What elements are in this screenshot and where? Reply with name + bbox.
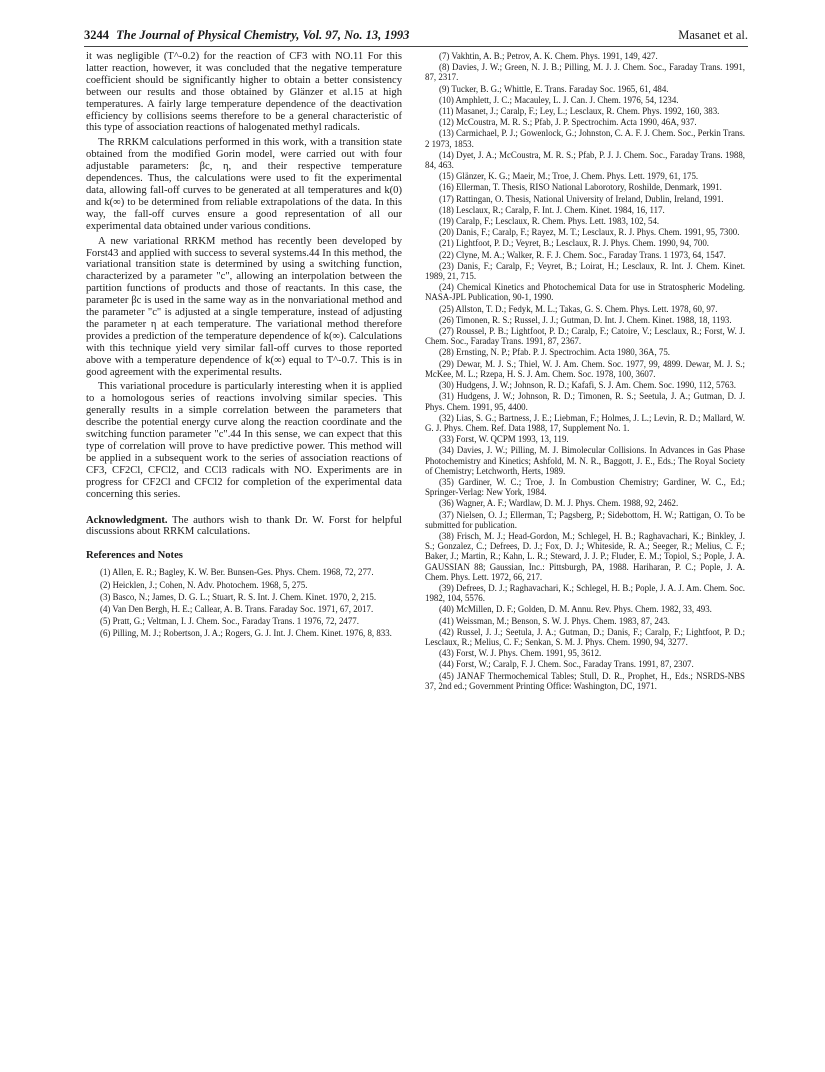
reference-item: (31) Hudgens, J. W.; Johnson, R. D.; Timonen, R. S.; Seetula, J. A.; Gutman, D. J. Phys. Chem. 1991, 95, 4400.	[425, 391, 745, 412]
reference-item: (2) Heicklen, J.; Cohen, N. Adv. Photochem. 1968, 5, 275.	[100, 579, 308, 590]
header-rule	[84, 46, 748, 47]
page-header	[84, 28, 748, 44]
reference-item: (6) Pilling, M. J.; Robertson, J. A.; Rogers, G. J. Int. J. Chem. Kinet. 1976, 8, 833.	[100, 628, 392, 639]
reference-item: (13) Carmichael, P. J.; Gowenlock, G.; Johnston, C. A. F. J. Chem. Soc., Perkin Trans. 2 1973, 1853.	[425, 128, 745, 149]
reference-item: (24) Chemical Kinetics and Photochemical Data for use in Stratospheric Modeling. NASA-JPL Publication, 90-1, 1990.	[425, 282, 745, 303]
reference-item: (25) Allston, T. D.; Fedyk, M. L.; Takas, G. S. Chem. Phys. Lett. 1978, 60, 97.	[439, 303, 718, 314]
reference-item: (33) Forst, W. QCPM 1993, 13, 119.	[439, 434, 569, 445]
reference-item: (37) Nielsen, O. J.; Ellerman, T.; Pagsberg, P.; Sidebottom, H. W.; Rattigan, O. To be submitted for publication.	[425, 509, 745, 530]
reference-item: (11) Masanet, J.; Caralp, F.; Ley, L.; Lesclaux, R. Chem. Phys. 1992, 160, 383.	[439, 106, 720, 117]
journal-citation: The Journal of Physical Chemistry, Vol. 97, No. 13, 1993	[116, 28, 410, 42]
left-column	[86, 51, 402, 641]
reference-item: (9) Tucker, B. G.; Whittle, E. Trans. Faraday Soc. 1965, 61, 484.	[439, 83, 669, 94]
reference-item: (7) Vakhtin, A. B.; Petrov, A. K. Chem. Phys. 1991, 149, 427.	[439, 51, 658, 61]
running-head: Masanet et al.	[678, 28, 748, 42]
body-paragraph: A new variational RRKM method has recently been developed by Forst43 and applied with success to several systems.44 In this method, the variational transition state is determined by using a switching function, characterized by a parameter "c", allowing an interpolation between the partition functions of products and those of reactants. In this case, the parameter βc is used in the same way as in the nonvariational method and the parameter "c" is adjusted at a single temperature, instead of adjusting the parameter η at each temperature. The variational method therefore provides a prediction of the temperature dependence of k(∞). Calculations with this technique yield very similar fall-off curves to those reported above with a temperature dependence of k(∞) equal to T^-0.7. This is in good agreement with the experimental results.	[86, 235, 402, 378]
reference-item: (44) Forst, W.; Caralp, F. J. Chem. Soc., Faraday Trans. 1991, 87, 2307.	[439, 659, 694, 670]
reference-item: (22) Clyne, M. A.; Walker, R. F. J. Chem. Soc., Faraday Trans. 1 1973, 64, 1547.	[439, 249, 726, 260]
reference-item: (16) Ellerman, T. Thesis, RISO National Laborotory, Roshilde, Denmark, 1991.	[439, 182, 722, 193]
reference-item: (39) Defrees, D. J.; Raghavachari, K.; Schlegel, H. B.; Pople, J. A. J. Am. Chem. Soc. 1982, 104, 5576.	[425, 582, 745, 604]
body-paragraph: it was negligible (T^-0.2) for the reaction of CF3 with NO.11 For this latter reaction, however, it was concluded that the negative temperature coefficient should be significantly higher to obtain a better consistency between our results and those obtained by Glänzer et al.15 at high temperatures. A fairly large temperature dependence of the deactivation efficiency by collisions seems therefore to be a general characteristic of this type of association reactions of halogenated methyl radicals.	[86, 51, 402, 134]
reference-item: (4) Van Den Bergh, H. E.; Callear, A. B. Trans. Faraday Soc. 1971, 67, 2017.	[100, 603, 374, 614]
reference-item: (35) Gardiner, W. C.; Troe, J. In Combustion Chemistry; Gardiner, W. C., Ed.; Springer-Verlag: New York, 1984.	[425, 476, 745, 498]
reference-item: (20) Danis, F.; Caralp, F.; Rayez, M. T.; Lesclaux, R. J. Phys. Chem. 1991, 95, 7300.	[439, 227, 740, 238]
reference-item: (12) McCoustra, M. R. S.; Pfab, J. P. Spectrochim. Acta 1990, 46A, 937.	[439, 117, 697, 128]
reference-item: (8) Davies, J. W.; Green, N. J. B.; Pilling, M. J. J. Chem. Soc., Faraday Trans. 1991, 87, 2317.	[425, 62, 745, 83]
body-paragraph: The RRKM calculations performed in this work, with a transition state obtained from the modified Gorin model, were carried out with four adjustable parameters: βc, η, and their respective temperature dependences. Thus, the calculations were used to fit the experimental data, allowing fall-off curves to be generated at all temperatures and k(0) and k(∞) to be determined from reliable extrapolations of the data. In this way, the fall-off curves ensure a good representation of all our experimental data obtained under various conditions.	[86, 137, 402, 232]
reference-item: (43) Forst, W. J. Phys. Chem. 1991, 95, 3612.	[439, 648, 602, 659]
reference-item: (18) Lesclaux, R.; Caralp, F. Int. J. Chem. Kinet. 1984, 16, 117.	[439, 204, 665, 215]
page-number: 3244	[84, 28, 109, 42]
reference-item: (10) Amphlett, J. C.; Macauley, L. J. Can. J. Chem. 1976, 54, 1234.	[439, 94, 679, 105]
reference-item: (14) Dyet, J. A.; McCoustra, M. R. S.; Pfab, P. J. J. Chem. Soc., Faraday Trans. 1988, 84, 463.	[425, 149, 745, 171]
reference-item: (45) JANAF Thermochemical Tables; Stull, D. R., Prophet, H., Eds.; NSRDS-NBS 37, 2nd ed.; Government Printing Office: Washington, DC, 1971.	[425, 670, 745, 691]
reference-item: (23) Danis, F.; Caralp, F.; Veyret, B.; Loirat, H.; Lesclaux, R. Int. J. Chem. Kinet. 1989, 21, 715.	[425, 260, 745, 282]
reference-item: (36) Wagner, A. F.; Wardlaw, D. M. J. Phys. Chem. 1988, 92, 2462.	[439, 498, 679, 509]
reference-item: (5) Pratt, G.; Veltman, I. J. Chem. Soc., Faraday Trans. 1 1976, 72, 2477.	[100, 616, 359, 627]
reference-item: (29) Dewar, M. J. S.; Thiel, W. J. Am. Chem. Soc. 1977, 99, 4899. Dewar, M. J. S.; McKee, M. L.; Rzepa, H. S. J. Am. Chem. Soc. 1978, 100, 3607.	[425, 358, 745, 379]
acknowledgment-heading: Acknowledgment.	[86, 514, 168, 526]
reference-item: (19) Caralp, F.; Lesclaux, R. Chem. Phys. Lett. 1983, 102, 54.	[439, 216, 660, 227]
reference-item: (34) Davies, J. W.; Pilling, M. J. Bimolecular Collisions. In Advances in Gas Phase Photochemistry and Kinetics; Ashfold, M. N. R., Baggott, J. E., Eds.; The Royal Society of Chemistry; Letchworth, Herts, 1989.	[425, 445, 745, 476]
references-heading: References and Notes	[86, 550, 183, 562]
reference-item: (40) McMillen, D. F.; Golden, D. M. Annu. Rev. Phys. Chem. 1982, 33, 493.	[439, 604, 712, 615]
reference-item: (27) Roussel, P. B.; Lightfoot, P. D.; Caralp, F.; Catoire, V.; Lesclaux, R.; Forst, W. J. Chem. Soc., Faraday Trans. 1991, 87, 2367.	[425, 326, 745, 347]
reference-item: (17) Rattingan, O. Thesis, National University of Ireland, Dublin, Ireland, 1991.	[439, 193, 724, 204]
body-paragraph: This variational procedure is particularly interesting when it is applied to a homologous series of reactions involving similar species. This generally results in a simple correlation between the parameters that describe the potential energy curve along the reaction coordinate and the switching function parameter "c".44 In this sense, we can expect that this type of correlation will prove to have predictive power. This method will be applied in a subsequent work to the series of association reactions of CF3, CF2Cl, CFCl2, and CCl3 radicals with NO. Experiments are in progress for CF2Cl and CFCl2 for completion of the experimental data concerning this series.	[86, 381, 402, 500]
acknowledgment	[86, 515, 402, 539]
reference-item: (41) Weissman, M.; Benson, S. W. J. Phys. Chem. 1983, 87, 243.	[439, 615, 670, 626]
references-list-right	[425, 51, 745, 691]
journal-header	[84, 28, 409, 43]
right-column	[425, 51, 745, 692]
reference-item: (42) Russel, J. J.; Seetula, J. A.; Gutman, D.; Danis, F.; Caralp, F.; Lightfoot, P. D.; Lesclaux, R.; Melius, C. F.; Senkan, S. M. J. Phys. Chem. 1990, 94, 3277.	[425, 626, 745, 647]
acknowledgment-text: The authors wish to thank Dr. W. Forst for helpful discussions about RRKM calculations.	[86, 514, 402, 538]
reference-item: (21) Lightfoot, P. D.; Veyret, B.; Lesclaux, R. J. Phys. Chem. 1990, 94, 700.	[439, 238, 710, 249]
reference-item: (38) Frisch, M. J.; Head-Gordon, M.; Schlegel, H. B.; Raghavachari, K.; Binkley, J. S.; Gonzalez, C.; Defrees, D. J.; Fox, D. J.; Whiteside, R. A.; Seeger, R.; Melius, C. F.; Baker, J.; Martin, R.; Kahn, L. R.; Steward, J. J. P.; Fluder, E. M.; Topiol, S.; Pople, J. A. GAUSSIAN 88; Gaussian, Inc.: Pittsburgh, PA, 1988. Hariharan, P. C.; Pople, J. A. Chem. Phys. Lett. 1972, 66, 217.	[425, 530, 745, 582]
reference-item: (30) Hudgens, J. W.; Johnson, R. D.; Kafafi, S. J. Am. Chem. Soc. 1990, 112, 5763.	[439, 380, 736, 391]
reference-item: (15) Glänzer, K. G.; Maeir, M.; Troe, J. Chem. Phys. Lett. 1979, 61, 175.	[439, 171, 699, 182]
reference-item: (1) Allen, E. R.; Bagley, K. W. Ber. Bunsen-Ges. Phys. Chem. 1968, 72, 277.	[100, 567, 374, 578]
reference-item: (32) Lias, S. G.; Bartness, J. E.; Liebman, F.; Holmes, J. L.; Levin, R. D.; Mallard, W. G. J. Phys. Chem. Ref. Data 1988, 17, Supplement No. 1.	[425, 412, 745, 433]
reference-item: (28) Ernsting, N. P.; Pfab. P. J. Spectrochim. Acta 1980, 36A, 75.	[439, 347, 670, 358]
references-list-left	[86, 567, 402, 638]
reference-item: (3) Basco, N.; James, D. G. L.; Stuart, R. S. Int. J. Chem. Kinet. 1970, 2, 215.	[100, 591, 377, 602]
reference-item: (26) Timonen, R. S.; Russel, J. J.; Gutman, D. Int. J. Chem. Kinet. 1988, 18, 1193.	[439, 314, 732, 325]
